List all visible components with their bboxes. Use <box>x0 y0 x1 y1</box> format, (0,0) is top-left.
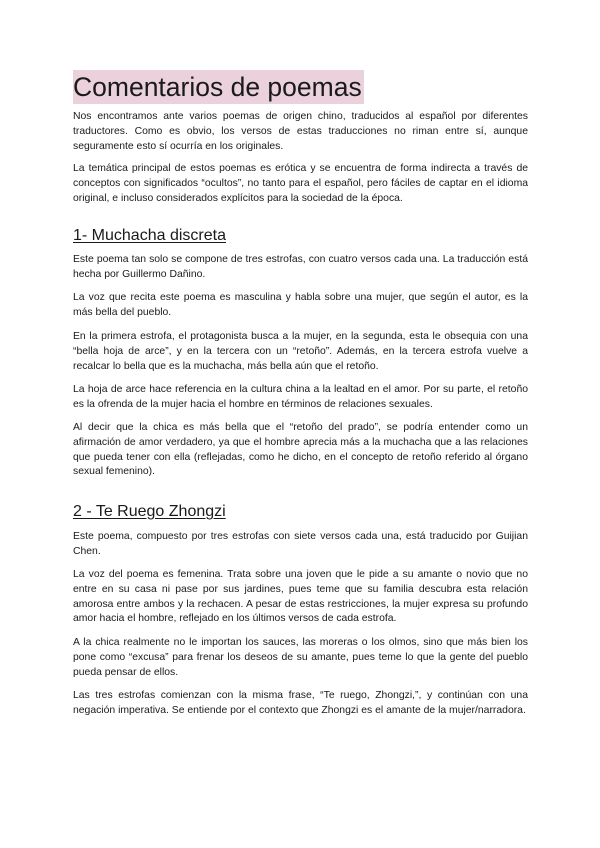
intro-paragraph-2: La temática principal de estos poemas es erótica y se encuentra de forma indirecta a través de conceptos con significados “ocultos”, no tanto para el español, pero fáciles de captar en el idioma original, e incluso considerados explícitos para la sociedad de la época. <box>73 163 528 204</box>
section-1-paragraph-4: La hoja de arce hace referencia en la cultura china a la lealtad en el amor. Por su parte, el retoño es la ofrenda de la mujer hacia el hombre en términos de relaciones sexuales. <box>73 384 528 410</box>
section-1-paragraph-3: En la primera estrofa, el protagonista busca a la mujer, en la segunda, esta le obsequia con una “bella hoja de arce”, y en la tercera con un “retoño”. Además, en la tercera estrofa vuelve a recalcar lo bella que es la muchacha, más bella aún que el retoño. <box>73 331 528 372</box>
page-title: Comentarios de poemas <box>73 72 362 102</box>
section-2-paragraph-1: Este poema, compuesto por tres estrofas con siete versos cada una, está traducido por Guijian Chen. <box>73 531 528 557</box>
intro-paragraph-1: Nos encontramos ante varios poemas de origen chino, traducidos al español por diferentes traductores. Como es obvio, los versos de estas traducciones no riman entre sí, aunque seguramente esto sí ocurría en los originales. <box>73 111 528 152</box>
section-1-paragraph-1: Este poema tan solo se compone de tres estrofas, con cuatro versos cada una. La traducción está hecha por Guillermo Dañino. <box>73 254 528 280</box>
section-heading-2: 2 - Te Ruego Zhongzi <box>73 503 226 520</box>
section-2-paragraph-2: La voz del poema es femenina. Trata sobre una joven que le pide a su amante o novio que no entre en su casa ni pase por sus jardines, pues teme que su familia descubra esta relación amorosa entre ambos y la rechacen. A pesar de estas restricciones, la mujer expresa su profundo amor hacia el hombre, reflejado en los últimos versos de cada estrofa. <box>73 569 528 625</box>
section-1-paragraph-5: Al decir que la chica es más bella que el “retoño del prado”, se podría entender como un afirmación de amor verdadero, ya que el hombre aprecia más a la muchacha que a las relaciones que pueda tener con ella (reflejadas, como he dicho, en el concepto de retoño referido al órgano sexual femenino). <box>73 422 528 478</box>
section-heading-1: 1- Muchacha discreta <box>73 227 226 244</box>
section-1-paragraph-2: La voz que recita este poema es masculina y habla sobre una mujer, que según el autor, es la más bella del pueblo. <box>73 292 528 318</box>
section-2-paragraph-3: A la chica realmente no le importan los sauces, las moreras o los olmos, sino que más bien los pone como “excusa” para frenar los deseos de su amante, pues teme lo que la gente del pueblo pueda pensar de ellos. <box>73 637 528 678</box>
section-2-paragraph-4: Las tres estrofas comienzan con la misma frase, “Te ruego, Zhongzi,”, y continúan con una negación imperativa. Se entiende por el contexto que Zhongzi es el amante de la mujer/narradora. <box>73 690 528 716</box>
